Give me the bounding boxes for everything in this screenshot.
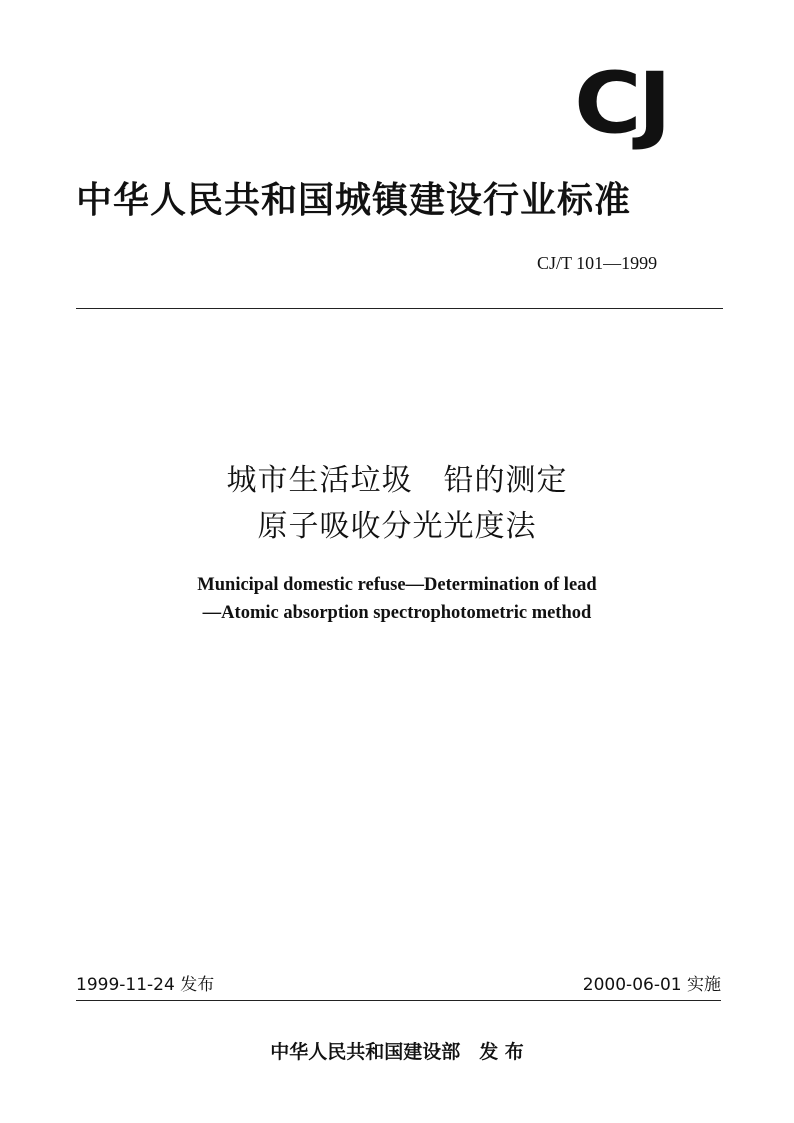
date-row	[76, 972, 721, 998]
chinese-title-line-1: 城市生活垃圾 铅的测定	[226, 463, 568, 498]
standard-category-title: 中华人民共和国城镇建设行业标准	[76, 180, 632, 221]
chinese-title-line-2: 原子吸收分光光度法	[257, 509, 537, 544]
issuing-authority: 中华人民共和国建设部 发 布	[270, 1041, 524, 1063]
implementation-date: 2000-06-01 实施	[582, 975, 721, 995]
english-title-line-1: Municipal domestic refuse—Determination of lead	[197, 575, 597, 595]
english-title-line-2: —Atomic absorption spectrophotometric method	[202, 603, 592, 623]
issue-date: 1999-11-24 发布	[76, 975, 215, 995]
english-title	[0, 571, 794, 627]
cj-logo-text: CJ	[574, 54, 668, 153]
cj-logo	[545, 54, 697, 153]
chinese-title	[0, 458, 794, 550]
bottom-divider	[76, 1000, 721, 1001]
standard-number: CJ/T 101—1999	[537, 253, 658, 273]
top-divider	[76, 308, 723, 309]
